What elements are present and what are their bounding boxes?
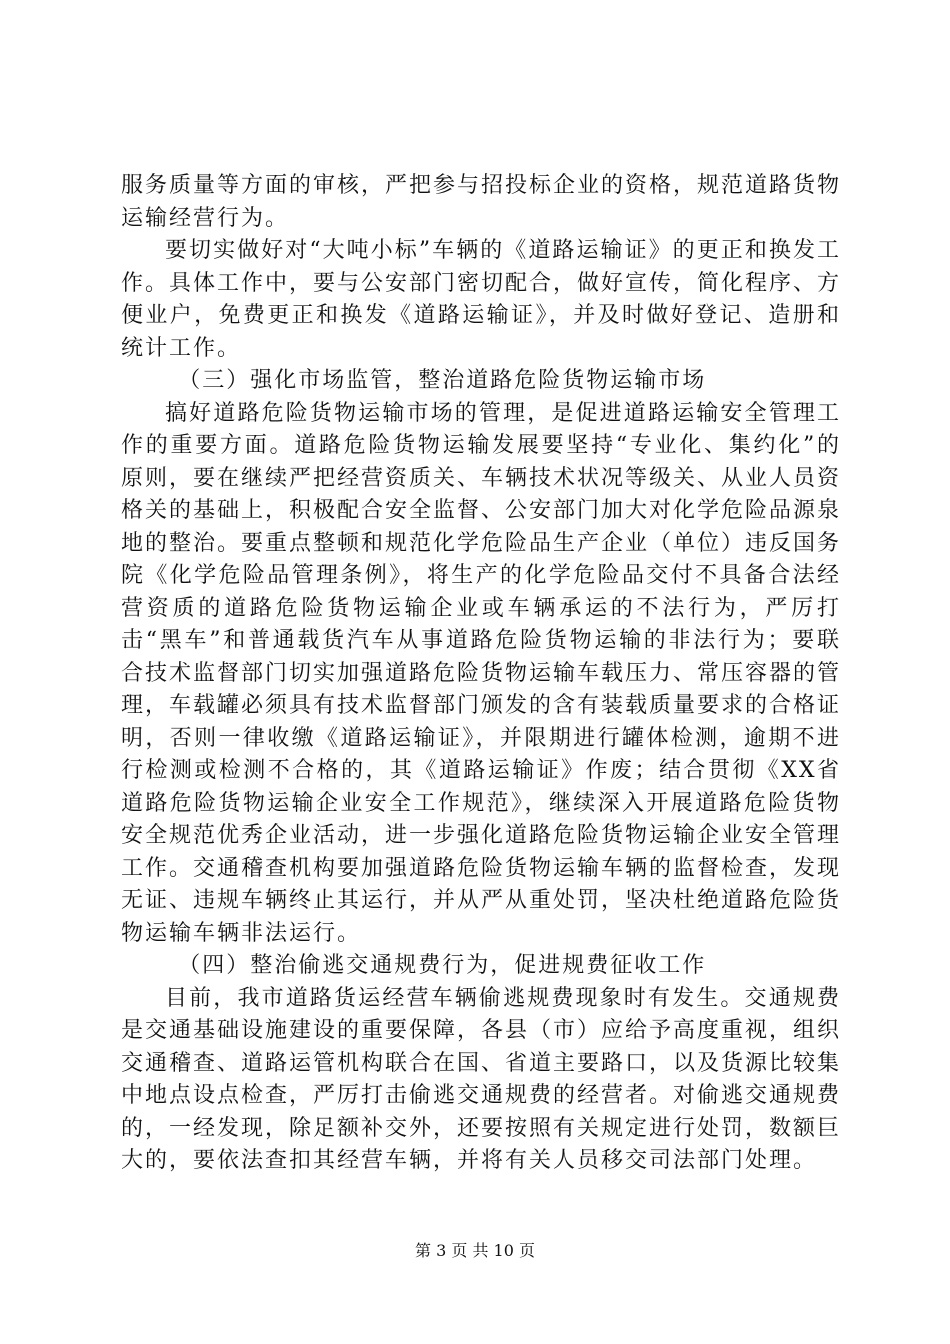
section-heading-3: （三）强化市场监管，整治道路危险货物运输市场 (178, 368, 707, 393)
paragraph-road-permit: 要切实做好对“大吨小标”车辆的《道路运输证》的更正和换发工作。具体工作中，要与公安部门密切配合，做好宣传，简化程序、方便业户，免费更正和换发《道路运输证》，并及时做好登记、造册和统计工作。 (121, 238, 842, 361)
document-body (121, 170, 841, 1178)
section-heading-4: （四）整治偷逃交通规费行为，促进规费征收工作 (178, 953, 707, 978)
paragraph-continued: 服务质量等方面的审核，严把参与招投标企业的资格，规范道路货物运输经营行为。 (121, 173, 842, 231)
paragraph-fees: 目前，我市道路货运经营车辆偷逃规费现象时有发生。交通规费是交通基础设施建设的重要保障，各县（市）应给予高度重视，组织交通稽查、道路运管机构联合在国、省道主要路口，以及货源比较集中地点设点检查，严厉打击偷逃交通规费的经营者。对偷逃交通规费的，一经发现，除足额补交外，还要按照有关规定进行处罚，数额巨大的，要依法查扣其经营车辆，并将有关人员移交司法部门处理。 (121, 985, 842, 1173)
paragraph-dangerous-goods: 搞好道路危险货物运输市场的管理，是促进道路运输安全管理工作的重要方面。道路危险货物运输发展要坚持“专业化、集约化”的原则，要在继续严把经营资质关、车辆技术状况等级关、从业人员资格关的基础上，积极配合安全监督、公安部门加大对化学危险品源泉地的整治。要重点整顿和规范化学危险品生产企业（单位）违反国务院《化学危险品管理条例》，将生产的化学危险品交付不具备合法经营资质的道路危险货物运输企业或车辆承运的不法行为，严厉打击“黑车”和普通载货汽车从事道路危险货物运输的非法行为；要联合技术监督部门切实加强道路危险货物运输车载压力、常压容器的管理，车载罐必须具有技术监督部门颁发的含有装载质量要求的合格证明，否则一律收缴《道路运输证》，并限期进行罐体检测，逾期不进行检测或检测不合格的，其《道路运输证》作废；结合贯彻《XX省道路危险货物运输企业安全工作规范》，继续深入开展道路危险货物安全规范优秀企业活动，进一步强化道路危险货物运输企业安全管理工作。交通稽查机构要加强道路危险货物运输车辆的监督检查，发现无证、违规车辆终止其运行，并从严从重处罚，坚决杜绝道路危险货物运输车辆非法运行。 (121, 400, 842, 946)
page-number-footer: 第 3 页 共 10 页 (415, 1241, 535, 1260)
